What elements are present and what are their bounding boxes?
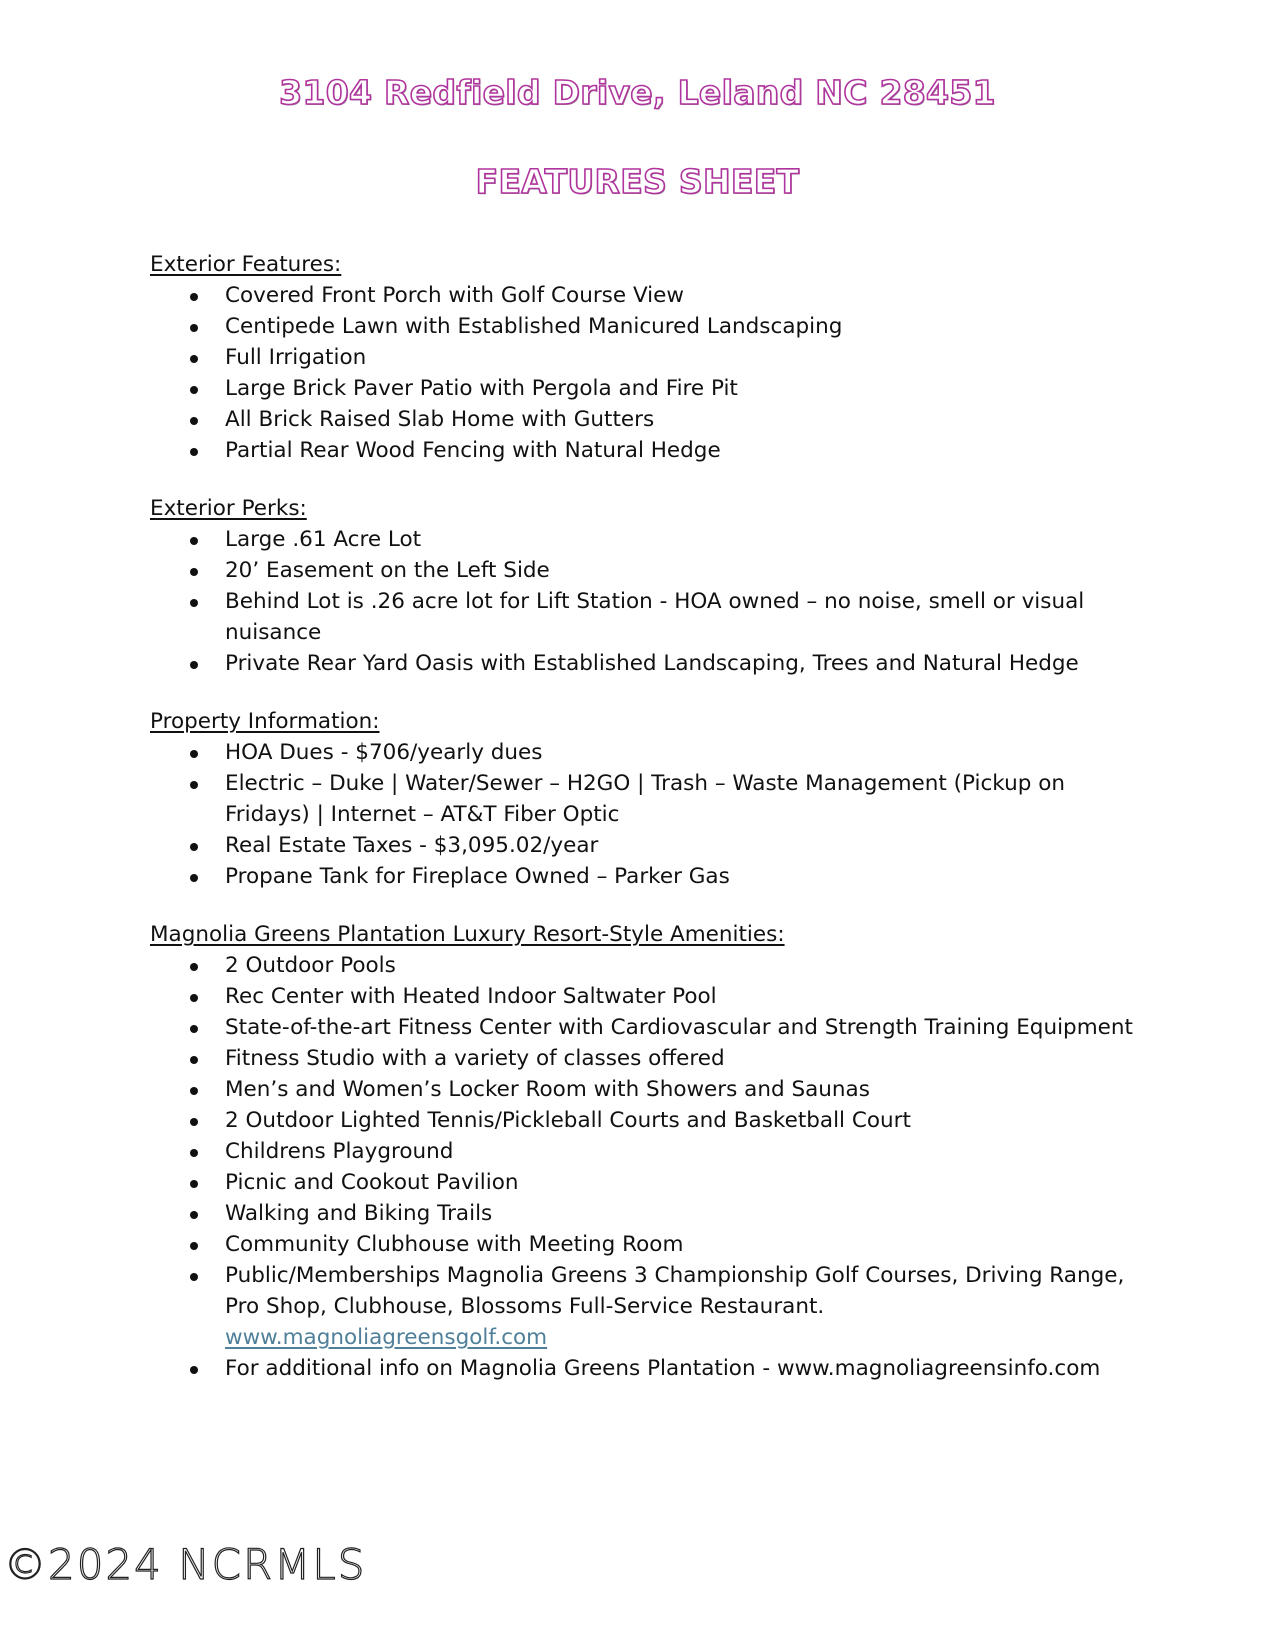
document-body: [150, 250, 1150, 1412]
list-item: Childrens Playground: [150, 1136, 1150, 1167]
list-item: Large .61 Acre Lot: [150, 524, 1150, 555]
list-item: For additional info on Magnolia Greens Plantation - www.magnoliagreensinfo.com: [150, 1353, 1150, 1384]
list-item: Picnic and Cookout Pavilion: [150, 1167, 1150, 1198]
list-item: Men’s and Women’s Locker Room with Showers and Saunas: [150, 1074, 1150, 1105]
bullet-list: [150, 737, 1150, 892]
sheet-subtitle: FEATURES SHEET: [475, 162, 800, 201]
list-item-golf: [150, 1260, 1150, 1353]
list-item: 2 Outdoor Pools: [150, 950, 1150, 981]
section-amenities: [150, 920, 1150, 1384]
bullet-list: [150, 950, 1150, 1384]
list-item: Propane Tank for Fireplace Owned – Parker Gas: [150, 861, 1150, 892]
section-heading: Exterior Features:: [150, 252, 342, 277]
list-item: Electric – Duke | Water/Sewer – H2GO | Trash – Waste Management (Pickup on Fridays) | Internet – AT&T Fiber Optic: [150, 768, 1150, 830]
section-heading: Exterior Perks:: [150, 496, 307, 521]
list-item: State-of-the-art Fitness Center with Cardiovascular and Strength Training Equipment: [150, 1012, 1150, 1043]
list-item: Community Clubhouse with Meeting Room: [150, 1229, 1150, 1260]
section-heading: Property Information:: [150, 709, 380, 734]
list-item: Full Irrigation: [150, 342, 1150, 373]
list-item: Behind Lot is .26 acre lot for Lift Station - HOA owned – no noise, smell or visual nuisance: [150, 586, 1150, 648]
list-item: Fitness Studio with a variety of classes offered: [150, 1043, 1150, 1074]
section-exterior-features: [150, 250, 1150, 466]
list-item: HOA Dues - $706/yearly dues: [150, 737, 1150, 768]
section-exterior-perks: [150, 494, 1150, 679]
list-item: All Brick Raised Slab Home with Gutters: [150, 404, 1150, 435]
list-item: Large Brick Paver Patio with Pergola and Fire Pit: [150, 373, 1150, 404]
copyright-watermark: ©2024 NCRMLS: [4, 1540, 367, 1589]
list-item: Walking and Biking Trails: [150, 1198, 1150, 1229]
golf-website-link[interactable]: www.magnoliagreensgolf.com: [225, 1325, 548, 1350]
list-item: Real Estate Taxes - $3,095.02/year: [150, 830, 1150, 861]
list-item: Private Rear Yard Oasis with Established Landscaping, Trees and Natural Hedge: [150, 648, 1150, 679]
section-property-information: [150, 707, 1150, 892]
list-item: 20’ Easement on the Left Side: [150, 555, 1150, 586]
list-item: Covered Front Porch with Golf Course View: [150, 280, 1150, 311]
list-item: Centipede Lawn with Established Manicured Landscaping: [150, 311, 1150, 342]
bullet-list: [150, 280, 1150, 466]
bullet-list: [150, 524, 1150, 679]
section-heading: Magnolia Greens Plantation Luxury Resort-Style Amenities:: [150, 922, 785, 947]
list-item: 2 Outdoor Lighted Tennis/Pickleball Courts and Basketball Court: [150, 1105, 1150, 1136]
page-title: 3104 Redfield Drive, Leland NC 28451: [279, 73, 996, 112]
list-item: Rec Center with Heated Indoor Saltwater Pool: [150, 981, 1150, 1012]
golf-item-text: Public/Memberships Magnolia Greens 3 Championship Golf Courses, Driving Range, Pro Shop, Clubhouse, Blossoms Full-Service Restaurant.: [225, 1263, 1125, 1319]
list-item: Partial Rear Wood Fencing with Natural Hedge: [150, 435, 1150, 466]
